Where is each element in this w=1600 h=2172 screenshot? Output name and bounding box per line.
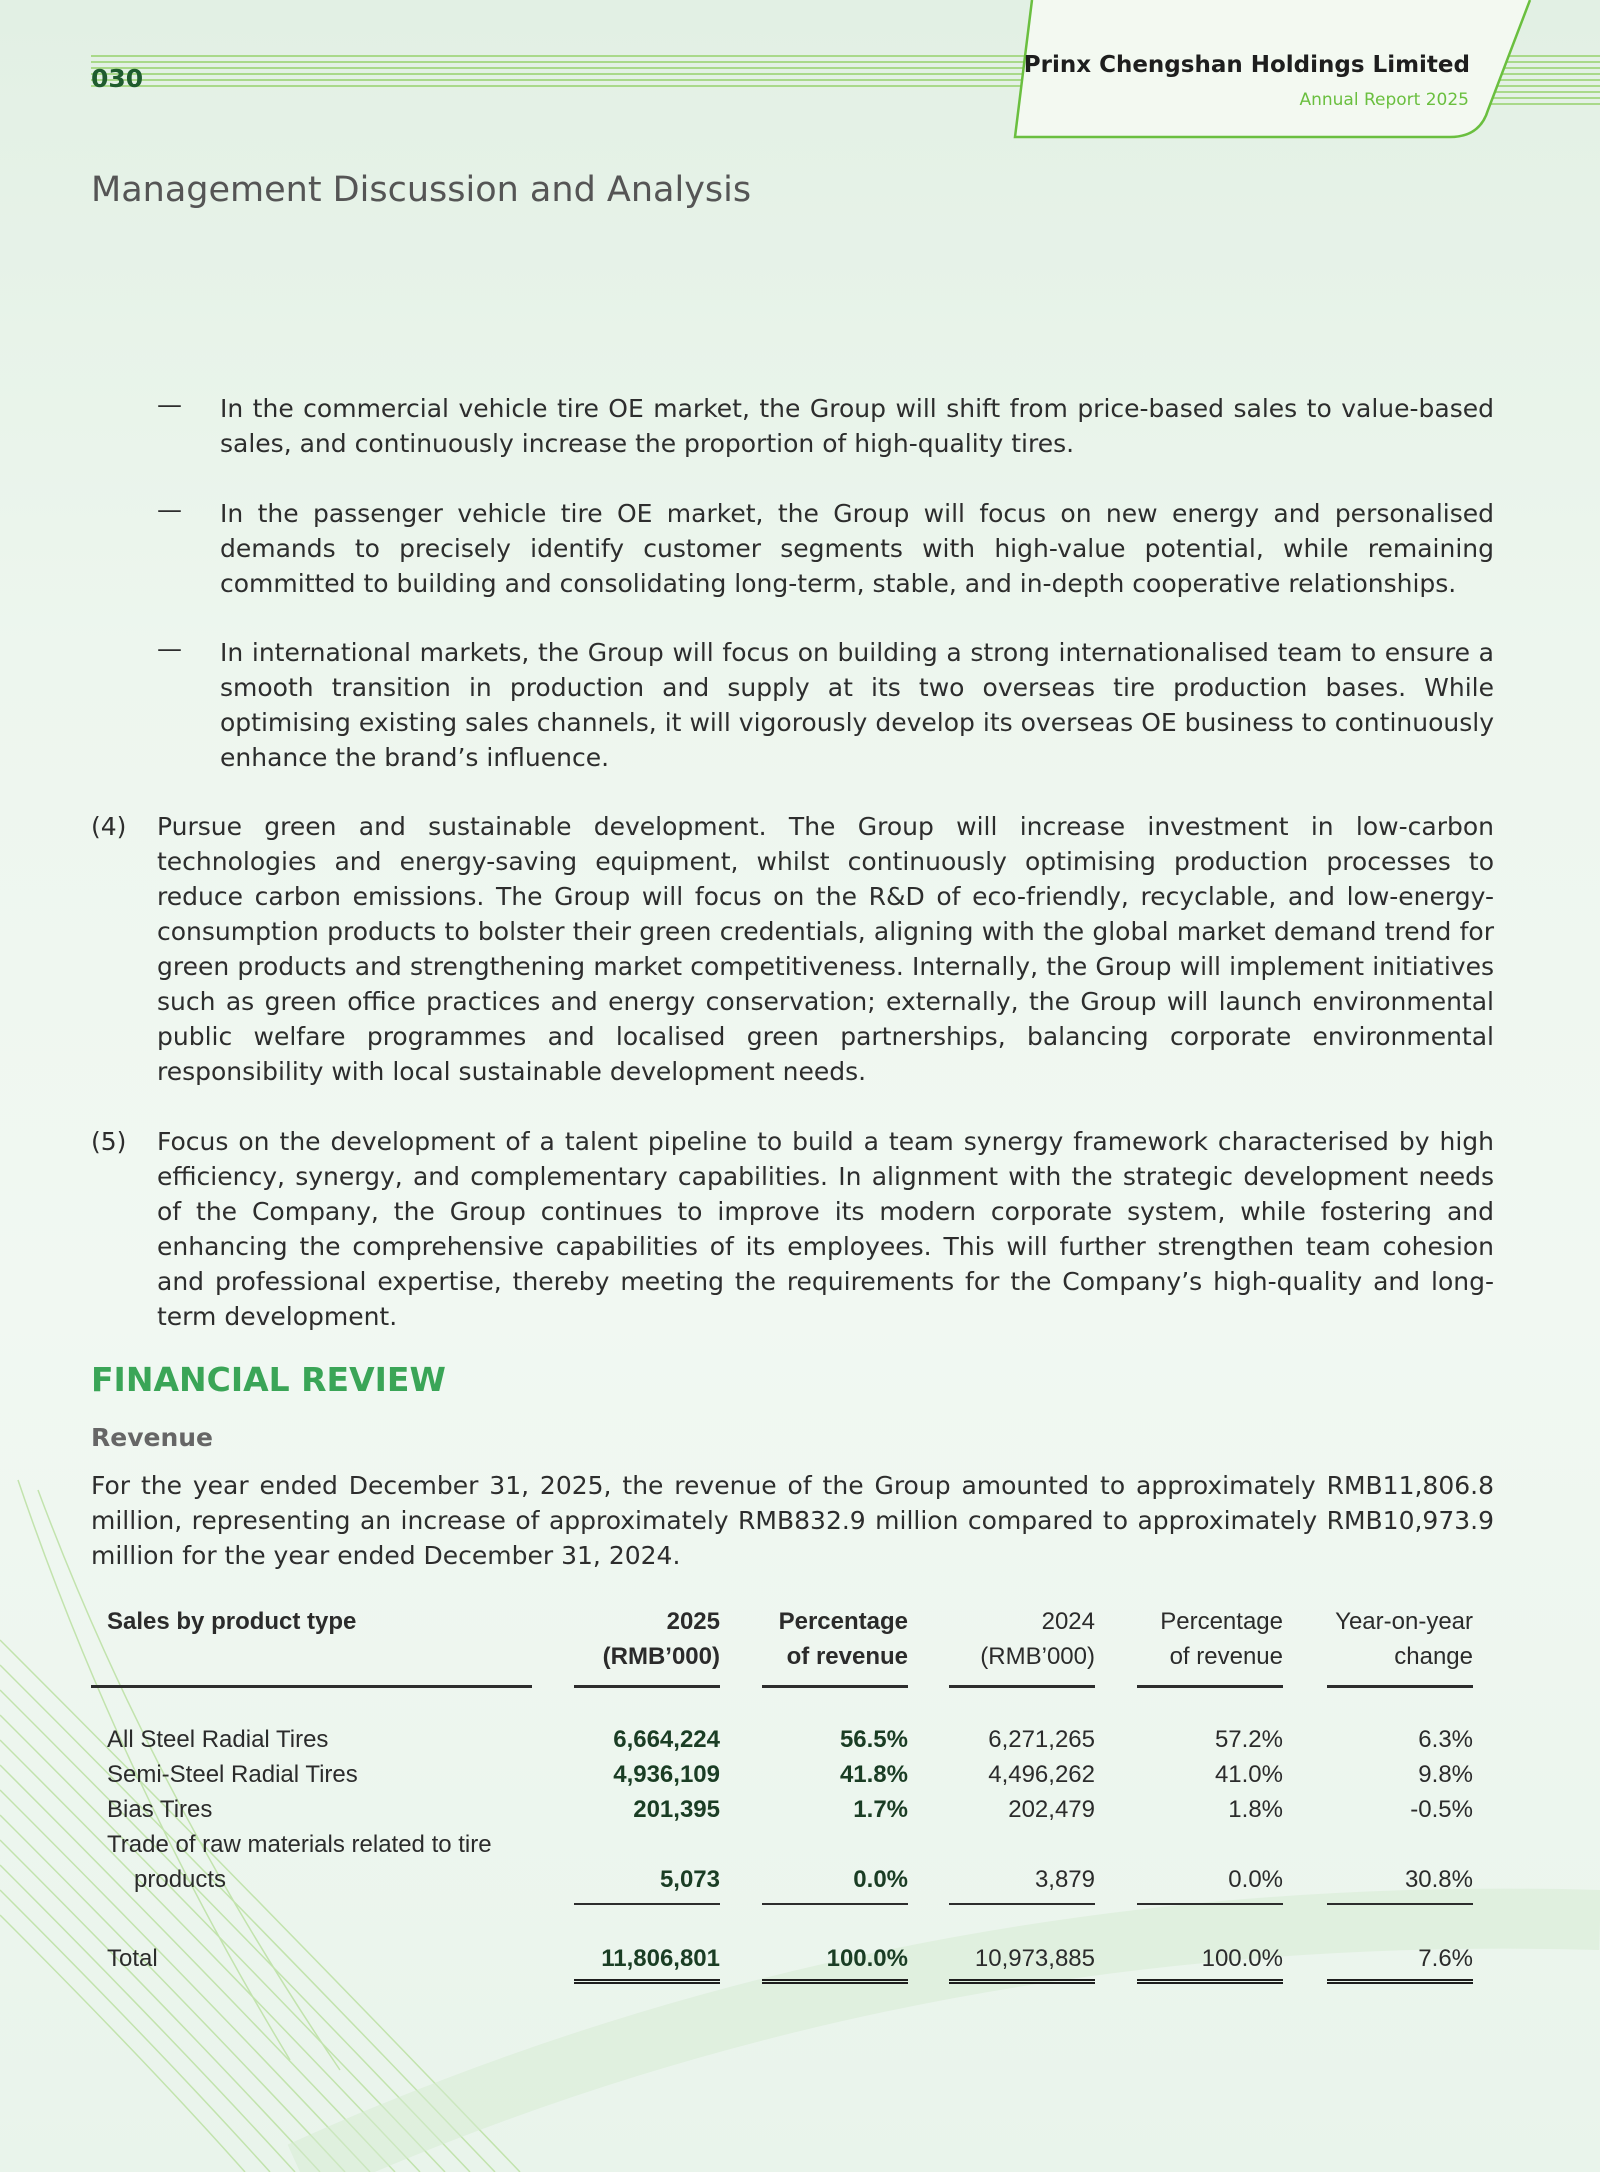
total-double-rule	[949, 1979, 1095, 1984]
table-row	[91, 1757, 1473, 1792]
bullet-item-commercial	[157, 391, 1494, 461]
percentage-2024: 41.0%	[1214, 1761, 1283, 1788]
column-header-line2: (RMB’000)	[602, 1643, 720, 1670]
subtotal-rule	[1327, 1903, 1473, 1905]
total-percentage-2024: 100.0%	[1201, 1945, 1283, 1972]
header-rule	[91, 1685, 532, 1688]
table-row	[91, 1862, 1473, 1897]
total-2025: 11,806,801	[601, 1945, 720, 1972]
section-title: Management Discussion and Analysis	[91, 170, 752, 210]
column-header-line1: Percentage	[1160, 1608, 1283, 1635]
percentage-2025: 0.0%	[853, 1866, 908, 1893]
total-double-rule	[762, 1979, 908, 1984]
percentage-2024: 0.0%	[1228, 1866, 1283, 1893]
column-header-line1: 2025	[666, 1608, 720, 1635]
column-header-line2: (RMB’000)	[980, 1643, 1095, 1670]
report-title: Annual Report 2025	[1299, 90, 1469, 110]
subtotal-rule	[762, 1903, 908, 1905]
bullet-text: In international markets, the Group will focus on building a strong internationalised team to ensure a smooth transition in production and supply at its two overseas tire production bases. While optimising existing sales channels, it will vigorously develop its overseas OE business to continuously enhance the brand’s influence.	[220, 638, 1494, 772]
row-label: Semi-Steel Radial Tires	[107, 1761, 358, 1788]
dash-marker: —	[157, 390, 182, 419]
percentage-2025: 56.5%	[839, 1726, 908, 1753]
table-row	[91, 1722, 1473, 1757]
item-number: (5)	[91, 1127, 127, 1156]
header-rule	[1137, 1685, 1283, 1688]
header-rule	[949, 1685, 1095, 1688]
subtotal-rule	[574, 1903, 720, 1905]
column-header-2025	[574, 1604, 720, 1674]
bullet-item-passenger	[157, 496, 1494, 601]
financial-review-heading: FINANCIAL REVIEW	[91, 1360, 446, 1399]
total-percentage-2025: 100.0%	[826, 1945, 908, 1972]
yoy-change: 9.8%	[1418, 1761, 1473, 1788]
dash-marker: —	[157, 634, 182, 663]
row-label-continuation: products	[134, 1866, 227, 1893]
column-header-line2: of revenue	[1169, 1643, 1283, 1670]
row-label: Trade of raw materials related to tire	[107, 1831, 492, 1858]
value-2024: 202,479	[1008, 1796, 1095, 1823]
total-double-rule	[574, 1979, 720, 1984]
table-row	[91, 1792, 1473, 1827]
column-header-yoy-change	[1319, 1604, 1473, 1674]
percentage-2024: 1.8%	[1228, 1796, 1283, 1823]
value-2025: 4,936,109	[613, 1761, 720, 1788]
subtotal-rule	[1137, 1903, 1283, 1905]
yoy-change: -0.5%	[1410, 1796, 1473, 1823]
item-text: Pursue green and sustainable development. The Group will increase investment in low-carbon technologies and energy-saving equipment, whilst continuously optimising production processes to reduce carbon emissions. The Group will focus on the R&D of eco-friendly, recyclable, and low-energy-consumption products to bolster their green credentials, aligning with the global market demand trend for green products and strengthening market competitiveness. Internally, the Group will implement initiatives such as green office practices and energy conservation; externally, the Group will launch environmental public welfare programmes and localised green partnerships, balancing corporate environmental responsibility with local sustainable development needs.	[157, 812, 1494, 1086]
value-2024: 4,496,262	[988, 1761, 1095, 1788]
table-row-label-continued	[91, 1827, 1473, 1862]
column-header-line1: Year-on-year	[1335, 1608, 1473, 1635]
total-yoy-change: 7.6%	[1418, 1945, 1473, 1972]
item-number: (4)	[91, 812, 127, 841]
header-rule	[762, 1685, 908, 1688]
column-header-percentage-2024	[1137, 1604, 1283, 1674]
bullet-text: In the passenger vehicle tire OE market, the Group will focus on new energy and personalised demands to precisely identify customer segments with high-value potential, while remaining committed to building and consolidating long-term, stable, and in-depth cooperative relationships.	[220, 499, 1494, 598]
column-header-line2: of revenue	[786, 1643, 908, 1670]
column-header-percentage-2025	[762, 1604, 908, 1674]
column-header-line1: 2024	[1041, 1608, 1095, 1635]
percentage-2024: 57.2%	[1214, 1726, 1283, 1753]
percentage-2025: 1.7%	[853, 1796, 908, 1823]
numbered-item-4	[91, 809, 1494, 1089]
column-header-line1: Percentage	[778, 1608, 908, 1635]
numbered-item-5	[91, 1124, 1494, 1334]
item-text: Focus on the development of a talent pipeline to build a team synergy framework characterised by high efficiency, synergy, and complementary capabilities. In alignment with the strategic development needs of the Company, the Group continues to improve its modern corporate system, while fostering and enhancing the comprehensive capabilities of its employees. This will further strengthen team cohesion and professional expertise, thereby meeting the requirements for the Company’s high-quality and long-term development.	[157, 1127, 1494, 1331]
column-header-line2: change	[1394, 1643, 1473, 1670]
revenue-paragraph: For the year ended December 31, 2025, the revenue of the Group amounted to approximately RMB11,806.8 million, representing an increase of approximately RMB832.9 million compared to approximately RMB10,973.9 million for the year ended December 31, 2024.	[91, 1471, 1494, 1570]
row-label: Bias Tires	[107, 1796, 213, 1823]
value-2025: 201,395	[633, 1796, 720, 1823]
page-number: 030	[91, 64, 144, 93]
value-2025: 5,073	[659, 1866, 720, 1893]
percentage-2025: 41.8%	[839, 1761, 908, 1788]
table-label-header: Sales by product type	[107, 1608, 357, 1635]
header-rule	[1327, 1685, 1473, 1688]
revenue-subheading: Revenue	[91, 1423, 214, 1452]
total-double-rule	[1137, 1979, 1283, 1984]
header-rule	[574, 1685, 720, 1688]
bullet-item-international	[157, 635, 1494, 775]
value-2024: 3,879	[1034, 1866, 1095, 1893]
value-2024: 6,271,265	[988, 1726, 1095, 1753]
subtotal-rule	[949, 1903, 1095, 1905]
column-header-2024	[949, 1604, 1095, 1674]
company-name: Prinx Chengshan Holdings Limited	[1023, 52, 1470, 78]
yoy-change: 6.3%	[1418, 1726, 1473, 1753]
yoy-change: 30.8%	[1404, 1866, 1473, 1893]
total-2024: 10,973,885	[974, 1945, 1095, 1972]
value-2025: 6,664,224	[613, 1726, 720, 1753]
total-double-rule	[1327, 1979, 1473, 1984]
row-label: All Steel Radial Tires	[107, 1726, 329, 1753]
table-total-row	[91, 1941, 1473, 1976]
total-label: Total	[107, 1945, 158, 1972]
bullet-text: In the commercial vehicle tire OE market, the Group will shift from price-based sales to value-based sales, and continuously increase the proportion of high-quality tires.	[220, 394, 1494, 458]
dash-marker: —	[157, 495, 182, 524]
